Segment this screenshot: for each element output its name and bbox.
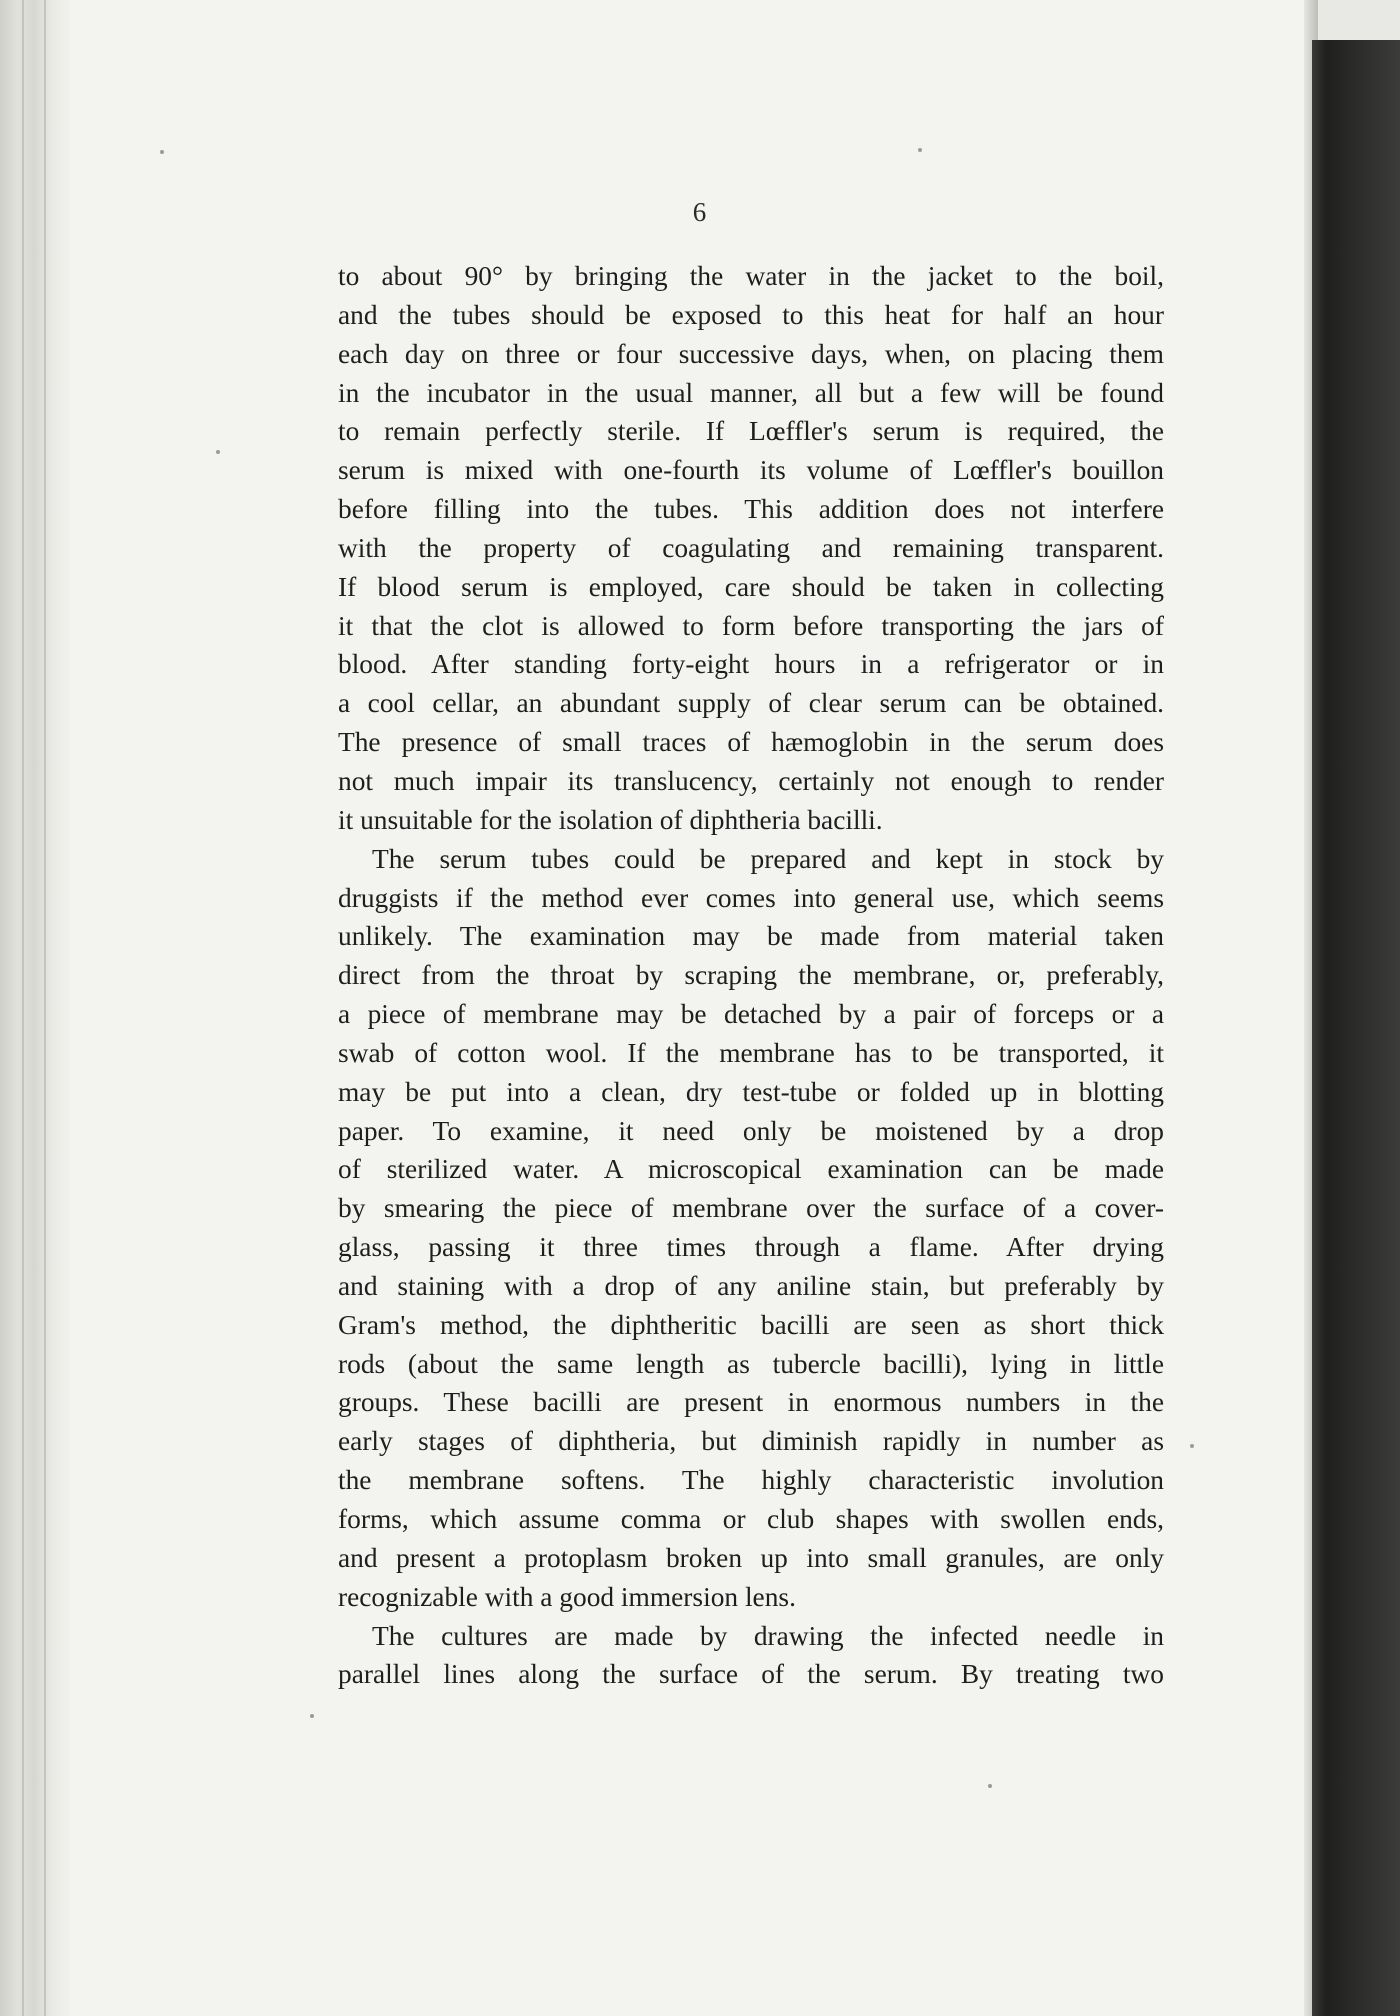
paragraph-last-line: recognizable with a good immersion lens. (338, 1581, 796, 1612)
text-line: and the tubes should be exposed to this heat for half an hour (338, 299, 1164, 330)
text-line: early stages of diphtheria, but diminish rapidly in number as (338, 1426, 1164, 1457)
book-gutter (0, 0, 70, 2016)
paragraph-last-line: it unsuitable for the isolation of diphtheria bacilli. (338, 804, 883, 835)
text-line: a cool cellar, an abundant supply of clear serum can be obtained. (338, 688, 1164, 719)
text-line: Gram's method, the diphtheritic bacilli are seen as short thick (338, 1309, 1164, 1340)
paragraph-first-line: The serum tubes could be prepared and kept in stock by (372, 843, 1164, 874)
text-line: to remain perfectly sterile. If Lœffler's serum is required, the (338, 416, 1164, 447)
text-line: swab of cotton wool. If the membrane has to be transported, it (338, 1037, 1164, 1068)
text-line: it that the clot is allowed to form before transporting the jars of (338, 610, 1164, 641)
text-line: druggists if the method ever comes into general use, which seems (338, 882, 1164, 913)
text-line: by smearing the piece of membrane over the surface of a cover- (338, 1193, 1164, 1224)
paragraph-first-line: The cultures are made by drawing the infected needle in (372, 1620, 1164, 1651)
paper-speck (310, 1714, 314, 1718)
text-line: If blood serum is employed, care should be taken in collecting (338, 571, 1164, 602)
text-line: with the property of coagulating and remaining transparent. (338, 532, 1164, 563)
text-line: serum is mixed with one-fourth its volume of Lœffler's bouillon (338, 455, 1164, 486)
text-line: in the incubator in the usual manner, all but a few will be found (338, 377, 1164, 408)
text-line: may be put into a clean, dry test-tube or folded up in blotting (338, 1076, 1164, 1107)
text-line: each day on three or four successive days, when, on placing them (338, 338, 1164, 369)
text-line: The presence of small traces of hæmoglobin in the serum does (338, 727, 1164, 758)
text-line: and present a protoplasm broken up into small granules, are only (338, 1542, 1164, 1573)
text-line: the membrane softens. The highly characteristic involution (338, 1465, 1164, 1496)
paper-speck (918, 148, 922, 152)
text-line: of sterilized water. A microscopical examination can be made (338, 1154, 1164, 1185)
text-line: rods (about the same length as tubercle bacilli), lying in little (338, 1348, 1164, 1379)
text-line: paper. To examine, it need only be moistened by a drop (338, 1115, 1164, 1146)
text-line: a piece of membrane may be detached by a pair of forceps or a (338, 999, 1164, 1030)
gutter-line (22, 0, 24, 2016)
text-line: before filling into the tubes. This addition does not interfere (338, 494, 1164, 525)
paper-speck (988, 1784, 992, 1788)
page-number: 6 (692, 197, 708, 227)
text-line: to about 90° by bringing the water in the jacket to the boil, (338, 261, 1164, 291)
paper-speck (160, 150, 164, 154)
text-line: glass, passing it three times through a flame. After drying (338, 1232, 1164, 1263)
text-line: direct from the throat by scraping the membrane, or, preferably, (338, 960, 1164, 991)
text-line: parallel lines along the surface of the serum. By treating two (338, 1659, 1164, 1690)
body-text (338, 257, 1164, 1694)
paper-speck (216, 450, 220, 454)
text-line: groups. These bacilli are present in enormous numbers in the (338, 1387, 1164, 1418)
text-line: blood. After standing forty-eight hours in a refrigerator or in (338, 649, 1164, 680)
paper-speck (1190, 1444, 1194, 1448)
text-line: and staining with a drop of any aniline stain, but preferably by (338, 1270, 1164, 1301)
gutter-line (44, 0, 46, 2016)
text-line: forms, which assume comma or club shapes with swollen ends, (338, 1504, 1164, 1534)
text-line: not much impair its translucency, certainly not enough to render (338, 765, 1164, 796)
text-line: unlikely. The examination may be made from material taken (338, 921, 1164, 952)
book-cover-edge (1312, 40, 1400, 2016)
